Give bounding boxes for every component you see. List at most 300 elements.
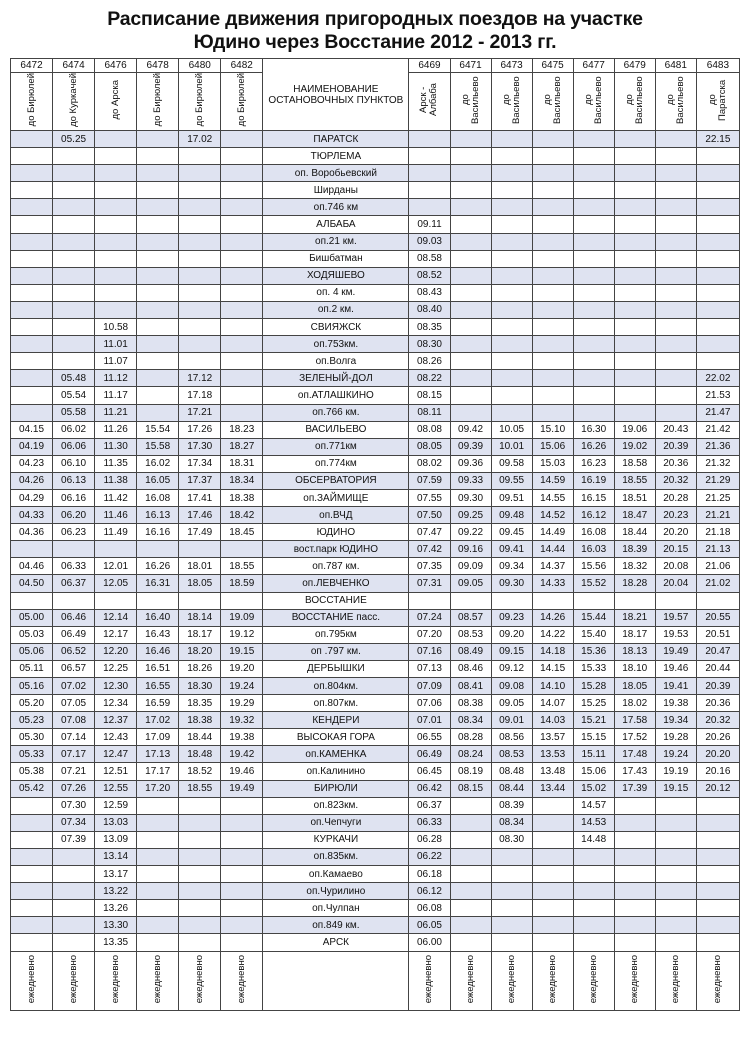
time-cell: 15.28: [573, 678, 614, 695]
time-cell: [221, 182, 263, 199]
time-cell: 07.14: [53, 729, 95, 746]
time-cell: 06.33: [409, 814, 450, 831]
time-cell: 20.51: [696, 626, 739, 643]
time-cell: 18.26: [179, 660, 221, 677]
station-name: оп.ЛЕВЧЕНКО: [263, 575, 409, 592]
frequency-label: ежедневно: [711, 954, 723, 1004]
time-cell: [53, 233, 95, 250]
time-cell: [450, 353, 491, 370]
station-name: ЮДИНО: [263, 524, 409, 541]
table-row: [11, 746, 740, 763]
time-cell: [491, 934, 532, 951]
time-cell: 10.05: [491, 421, 532, 438]
time-cell: [450, 797, 491, 814]
time-cell: [573, 267, 614, 284]
time-cell: 06.57: [53, 660, 95, 677]
time-cell: [491, 900, 532, 917]
time-cell: 18.44: [614, 524, 655, 541]
time-cell: 20.04: [655, 575, 696, 592]
time-cell: 09.51: [491, 489, 532, 506]
time-cell: [179, 301, 221, 318]
time-cell: [532, 370, 573, 387]
train-number: 6478: [137, 59, 179, 73]
time-cell: 16.02: [137, 455, 179, 472]
time-cell: 15.36: [573, 643, 614, 660]
time-cell: 21.42: [696, 421, 739, 438]
time-cell: 05.33: [11, 746, 53, 763]
schedule-body: [11, 131, 740, 952]
time-cell: 05.48: [53, 370, 95, 387]
time-cell: 19.28: [655, 729, 696, 746]
time-cell: 11.21: [95, 404, 137, 421]
time-cell: 08.30: [491, 831, 532, 848]
time-cell: [95, 131, 137, 148]
table-row: [11, 404, 740, 421]
time-cell: 20.20: [655, 524, 696, 541]
table-row: [11, 489, 740, 506]
time-cell: [696, 284, 739, 301]
station-name: оп.Чурилино: [263, 883, 409, 900]
time-cell: [573, 917, 614, 934]
time-cell: 08.53: [491, 746, 532, 763]
time-cell: 04.19: [11, 438, 53, 455]
time-cell: 19.42: [221, 746, 263, 763]
time-cell: 20.36: [696, 695, 739, 712]
time-cell: [53, 883, 95, 900]
time-cell: 19.20: [221, 660, 263, 677]
train-destination-cell: [137, 73, 179, 131]
time-cell: [137, 216, 179, 233]
time-cell: 16.55: [137, 678, 179, 695]
time-cell: 18.42: [221, 507, 263, 524]
time-cell: 07.17: [53, 746, 95, 763]
time-cell: 17.52: [614, 729, 655, 746]
time-cell: [221, 831, 263, 848]
time-cell: [137, 900, 179, 917]
time-cell: 18.34: [221, 472, 263, 489]
time-cell: [573, 148, 614, 165]
time-cell: 18.21: [614, 609, 655, 626]
time-cell: 17.13: [137, 746, 179, 763]
time-cell: [179, 848, 221, 865]
table-row: [11, 199, 740, 216]
station-name: оп.823км.: [263, 797, 409, 814]
frequency-label: ежедневно: [193, 954, 205, 1004]
time-cell: [491, 404, 532, 421]
time-cell: 17.20: [137, 780, 179, 797]
time-cell: [11, 797, 53, 814]
time-cell: [137, 866, 179, 883]
time-cell: 12.20: [95, 643, 137, 660]
time-cell: 09.41: [491, 541, 532, 558]
time-cell: 19.46: [655, 660, 696, 677]
time-cell: 15.25: [573, 695, 614, 712]
time-cell: 14.18: [532, 643, 573, 660]
time-cell: [137, 541, 179, 558]
time-cell: [532, 233, 573, 250]
station-name: АЛБАБА: [263, 216, 409, 233]
time-cell: [532, 319, 573, 336]
time-cell: 08.56: [491, 729, 532, 746]
time-cell: [655, 814, 696, 831]
time-cell: 06.00: [409, 934, 450, 951]
time-cell: [450, 319, 491, 336]
time-cell: 13.26: [95, 900, 137, 917]
time-cell: [696, 216, 739, 233]
train-destination: до Бирюлей: [25, 73, 37, 127]
time-cell: 19.38: [221, 729, 263, 746]
time-cell: [11, 353, 53, 370]
time-cell: 09.12: [491, 660, 532, 677]
time-cell: 17.12: [179, 370, 221, 387]
time-cell: 07.26: [53, 780, 95, 797]
time-cell: [137, 353, 179, 370]
time-cell: 18.35: [179, 695, 221, 712]
time-cell: [491, 866, 532, 883]
time-cell: 13.35: [95, 934, 137, 951]
time-cell: 19.29: [221, 695, 263, 712]
time-cell: 06.55: [409, 729, 450, 746]
time-cell: [532, 814, 573, 831]
time-cell: 20.16: [696, 763, 739, 780]
time-cell: [11, 866, 53, 883]
time-cell: [450, 900, 491, 917]
time-cell: [532, 336, 573, 353]
time-cell: 06.28: [409, 831, 450, 848]
time-cell: 08.28: [450, 729, 491, 746]
time-cell: [221, 866, 263, 883]
table-row: [11, 763, 740, 780]
time-cell: [137, 165, 179, 182]
time-cell: 21.02: [696, 575, 739, 592]
time-cell: 05.00: [11, 609, 53, 626]
time-cell: [614, 866, 655, 883]
time-cell: 18.13: [614, 643, 655, 660]
time-cell: 09.45: [491, 524, 532, 541]
time-cell: 18.17: [614, 626, 655, 643]
time-cell: [179, 336, 221, 353]
time-cell: [450, 917, 491, 934]
time-cell: 06.16: [53, 489, 95, 506]
time-cell: 15.06: [573, 763, 614, 780]
table-row: [11, 831, 740, 848]
time-cell: [137, 831, 179, 848]
time-cell: [11, 148, 53, 165]
time-cell: [221, 199, 263, 216]
table-row: [11, 507, 740, 524]
time-cell: [450, 165, 491, 182]
time-cell: 18.51: [614, 489, 655, 506]
time-cell: [221, 917, 263, 934]
time-cell: 07.30: [53, 797, 95, 814]
time-cell: [11, 131, 53, 148]
time-cell: 17.37: [179, 472, 221, 489]
time-cell: 18.05: [614, 678, 655, 695]
time-cell: 07.50: [409, 507, 450, 524]
time-cell: 09.08: [491, 678, 532, 695]
station-name: оп.746 км: [263, 199, 409, 216]
time-cell: [573, 131, 614, 148]
table-row: [11, 609, 740, 626]
time-cell: 06.37: [53, 575, 95, 592]
train-destination: до Паратска: [706, 79, 728, 121]
time-cell: 20.08: [655, 558, 696, 575]
time-cell: [11, 182, 53, 199]
station-name: оп.ВЧД: [263, 507, 409, 524]
train-destination: до Бирюлей: [235, 73, 247, 127]
time-cell: [179, 148, 221, 165]
time-cell: 08.52: [409, 267, 450, 284]
train-number: 6473: [491, 59, 532, 73]
time-cell: 21.18: [696, 524, 739, 541]
time-cell: 18.14: [179, 609, 221, 626]
table-row: [11, 848, 740, 865]
time-cell: [221, 370, 263, 387]
time-cell: [95, 267, 137, 284]
time-cell: [137, 404, 179, 421]
time-cell: [221, 404, 263, 421]
time-cell: 19.15: [221, 643, 263, 660]
time-cell: 09.30: [491, 575, 532, 592]
time-cell: [95, 541, 137, 558]
time-cell: 08.43: [409, 284, 450, 301]
station-name: Ширданы: [263, 182, 409, 199]
time-cell: 06.13: [53, 472, 95, 489]
time-cell: 20.28: [655, 489, 696, 506]
time-cell: [221, 592, 263, 609]
time-cell: 21.06: [696, 558, 739, 575]
table-row: [11, 455, 740, 472]
time-cell: 12.59: [95, 797, 137, 814]
time-cell: 18.20: [179, 643, 221, 660]
time-cell: [450, 883, 491, 900]
time-cell: 12.43: [95, 729, 137, 746]
time-cell: [614, 267, 655, 284]
train-destination: до Бирюлей: [151, 73, 163, 127]
time-cell: [573, 250, 614, 267]
time-cell: 07.42: [409, 541, 450, 558]
time-cell: [696, 319, 739, 336]
frequency-label: ежедневно: [423, 954, 435, 1004]
time-cell: 11.26: [95, 421, 137, 438]
time-cell: 20.32: [655, 472, 696, 489]
time-cell: [655, 900, 696, 917]
time-cell: [53, 900, 95, 917]
time-cell: 19.38: [655, 695, 696, 712]
time-cell: [53, 541, 95, 558]
time-cell: 16.12: [573, 507, 614, 524]
time-cell: 15.10: [532, 421, 573, 438]
time-cell: [11, 848, 53, 865]
time-cell: [221, 284, 263, 301]
time-cell: 09.16: [450, 541, 491, 558]
time-cell: [491, 883, 532, 900]
time-cell: [655, 353, 696, 370]
time-cell: [491, 267, 532, 284]
frequency-station-blank: [263, 951, 409, 1010]
table-row: [11, 284, 740, 301]
time-cell: [491, 319, 532, 336]
time-cell: [450, 404, 491, 421]
time-cell: 09.22: [450, 524, 491, 541]
time-cell: 11.46: [95, 507, 137, 524]
time-cell: 06.22: [409, 848, 450, 865]
station-name: оп.835км.: [263, 848, 409, 865]
time-cell: [221, 541, 263, 558]
train-destination-cell: [53, 73, 95, 131]
time-cell: [11, 387, 53, 404]
table-row: [11, 250, 740, 267]
time-cell: [573, 319, 614, 336]
time-cell: 16.15: [573, 489, 614, 506]
station-name: ВОССТАНИЕ: [263, 592, 409, 609]
time-cell: [696, 814, 739, 831]
time-cell: [532, 917, 573, 934]
train-destination: до Васильево: [541, 76, 563, 124]
time-cell: [696, 848, 739, 865]
time-cell: 09.11: [409, 216, 450, 233]
time-cell: 05.54: [53, 387, 95, 404]
table-row: [11, 678, 740, 695]
time-cell: [95, 148, 137, 165]
table-row: [11, 866, 740, 883]
time-cell: [696, 797, 739, 814]
frequency-cell: [491, 951, 532, 1010]
time-cell: 19.46: [221, 763, 263, 780]
station-name: КУРКАЧИ: [263, 831, 409, 848]
train-destination-cell: [614, 73, 655, 131]
time-cell: 19.06: [614, 421, 655, 438]
time-cell: [409, 131, 450, 148]
time-cell: [53, 917, 95, 934]
time-cell: 16.59: [137, 695, 179, 712]
time-cell: [655, 267, 696, 284]
time-cell: [53, 165, 95, 182]
table-row: [11, 660, 740, 677]
time-cell: 17.41: [179, 489, 221, 506]
time-cell: 14.22: [532, 626, 573, 643]
frequency-cell: [11, 951, 53, 1010]
time-cell: [11, 165, 53, 182]
time-cell: [655, 404, 696, 421]
time-cell: 16.40: [137, 609, 179, 626]
station-name: оп.Камаево: [263, 866, 409, 883]
time-cell: 05.58: [53, 404, 95, 421]
train-destination-cell: [532, 73, 573, 131]
time-cell: 09.33: [450, 472, 491, 489]
time-cell: 06.42: [409, 780, 450, 797]
time-cell: 20.39: [655, 438, 696, 455]
time-cell: [614, 131, 655, 148]
time-cell: 19.49: [221, 780, 263, 797]
time-cell: 19.19: [655, 763, 696, 780]
time-cell: [137, 797, 179, 814]
page-title-line1: Расписание движения пригородных поездов на участке: [107, 8, 643, 30]
table-row: [11, 182, 740, 199]
time-cell: [11, 267, 53, 284]
time-cell: 08.22: [409, 370, 450, 387]
time-cell: [614, 250, 655, 267]
time-cell: 09.20: [491, 626, 532, 643]
time-cell: [450, 199, 491, 216]
time-cell: 20.36: [655, 455, 696, 472]
table-row: [11, 643, 740, 660]
time-cell: 12.55: [95, 780, 137, 797]
station-name: оп. Воробьевский: [263, 165, 409, 182]
train-destination-cell: [696, 73, 739, 131]
time-cell: [409, 592, 450, 609]
station-name: ВЫСОКАЯ ГОРА: [263, 729, 409, 746]
time-cell: [491, 233, 532, 250]
station-name: Бишбатман: [263, 250, 409, 267]
time-cell: 16.16: [137, 524, 179, 541]
time-cell: 06.52: [53, 643, 95, 660]
time-cell: [532, 848, 573, 865]
time-cell: [491, 131, 532, 148]
time-cell: [532, 301, 573, 318]
time-cell: [137, 370, 179, 387]
train-destination: до Васильево: [500, 76, 522, 124]
time-cell: [11, 934, 53, 951]
time-cell: [179, 831, 221, 848]
time-cell: [491, 592, 532, 609]
time-cell: [450, 934, 491, 951]
time-cell: 07.47: [409, 524, 450, 541]
time-cell: [491, 148, 532, 165]
time-cell: [491, 336, 532, 353]
time-cell: 14.53: [573, 814, 614, 831]
time-cell: [532, 353, 573, 370]
time-cell: [532, 883, 573, 900]
table-row: [11, 165, 740, 182]
time-cell: [53, 934, 95, 951]
time-cell: 16.13: [137, 507, 179, 524]
time-cell: 18.48: [179, 746, 221, 763]
time-cell: [573, 900, 614, 917]
time-cell: [53, 267, 95, 284]
time-cell: [532, 831, 573, 848]
time-cell: [221, 216, 263, 233]
frequency-row: [11, 951, 740, 1010]
train-destination: Арск - Албаба: [418, 83, 440, 117]
train-number: 6475: [532, 59, 573, 73]
time-cell: [11, 541, 53, 558]
time-cell: [450, 182, 491, 199]
table-row: [11, 336, 740, 353]
time-cell: 04.26: [11, 472, 53, 489]
time-cell: [655, 831, 696, 848]
time-cell: [53, 148, 95, 165]
time-cell: [614, 148, 655, 165]
time-cell: 06.08: [409, 900, 450, 917]
station-name: ХОДЯШЕВО: [263, 267, 409, 284]
time-cell: [11, 814, 53, 831]
time-cell: [573, 284, 614, 301]
frequency-cell: [409, 951, 450, 1010]
time-cell: [11, 917, 53, 934]
station-name: оп.2 км.: [263, 301, 409, 318]
station-name: оп.Чулпан: [263, 900, 409, 917]
time-cell: 17.26: [179, 421, 221, 438]
time-cell: 04.50: [11, 575, 53, 592]
time-cell: 15.54: [137, 421, 179, 438]
time-cell: [696, 336, 739, 353]
time-cell: [532, 131, 573, 148]
time-cell: 15.21: [573, 712, 614, 729]
time-cell: 10.01: [491, 438, 532, 455]
time-cell: [614, 336, 655, 353]
frequency-cell: [450, 951, 491, 1010]
